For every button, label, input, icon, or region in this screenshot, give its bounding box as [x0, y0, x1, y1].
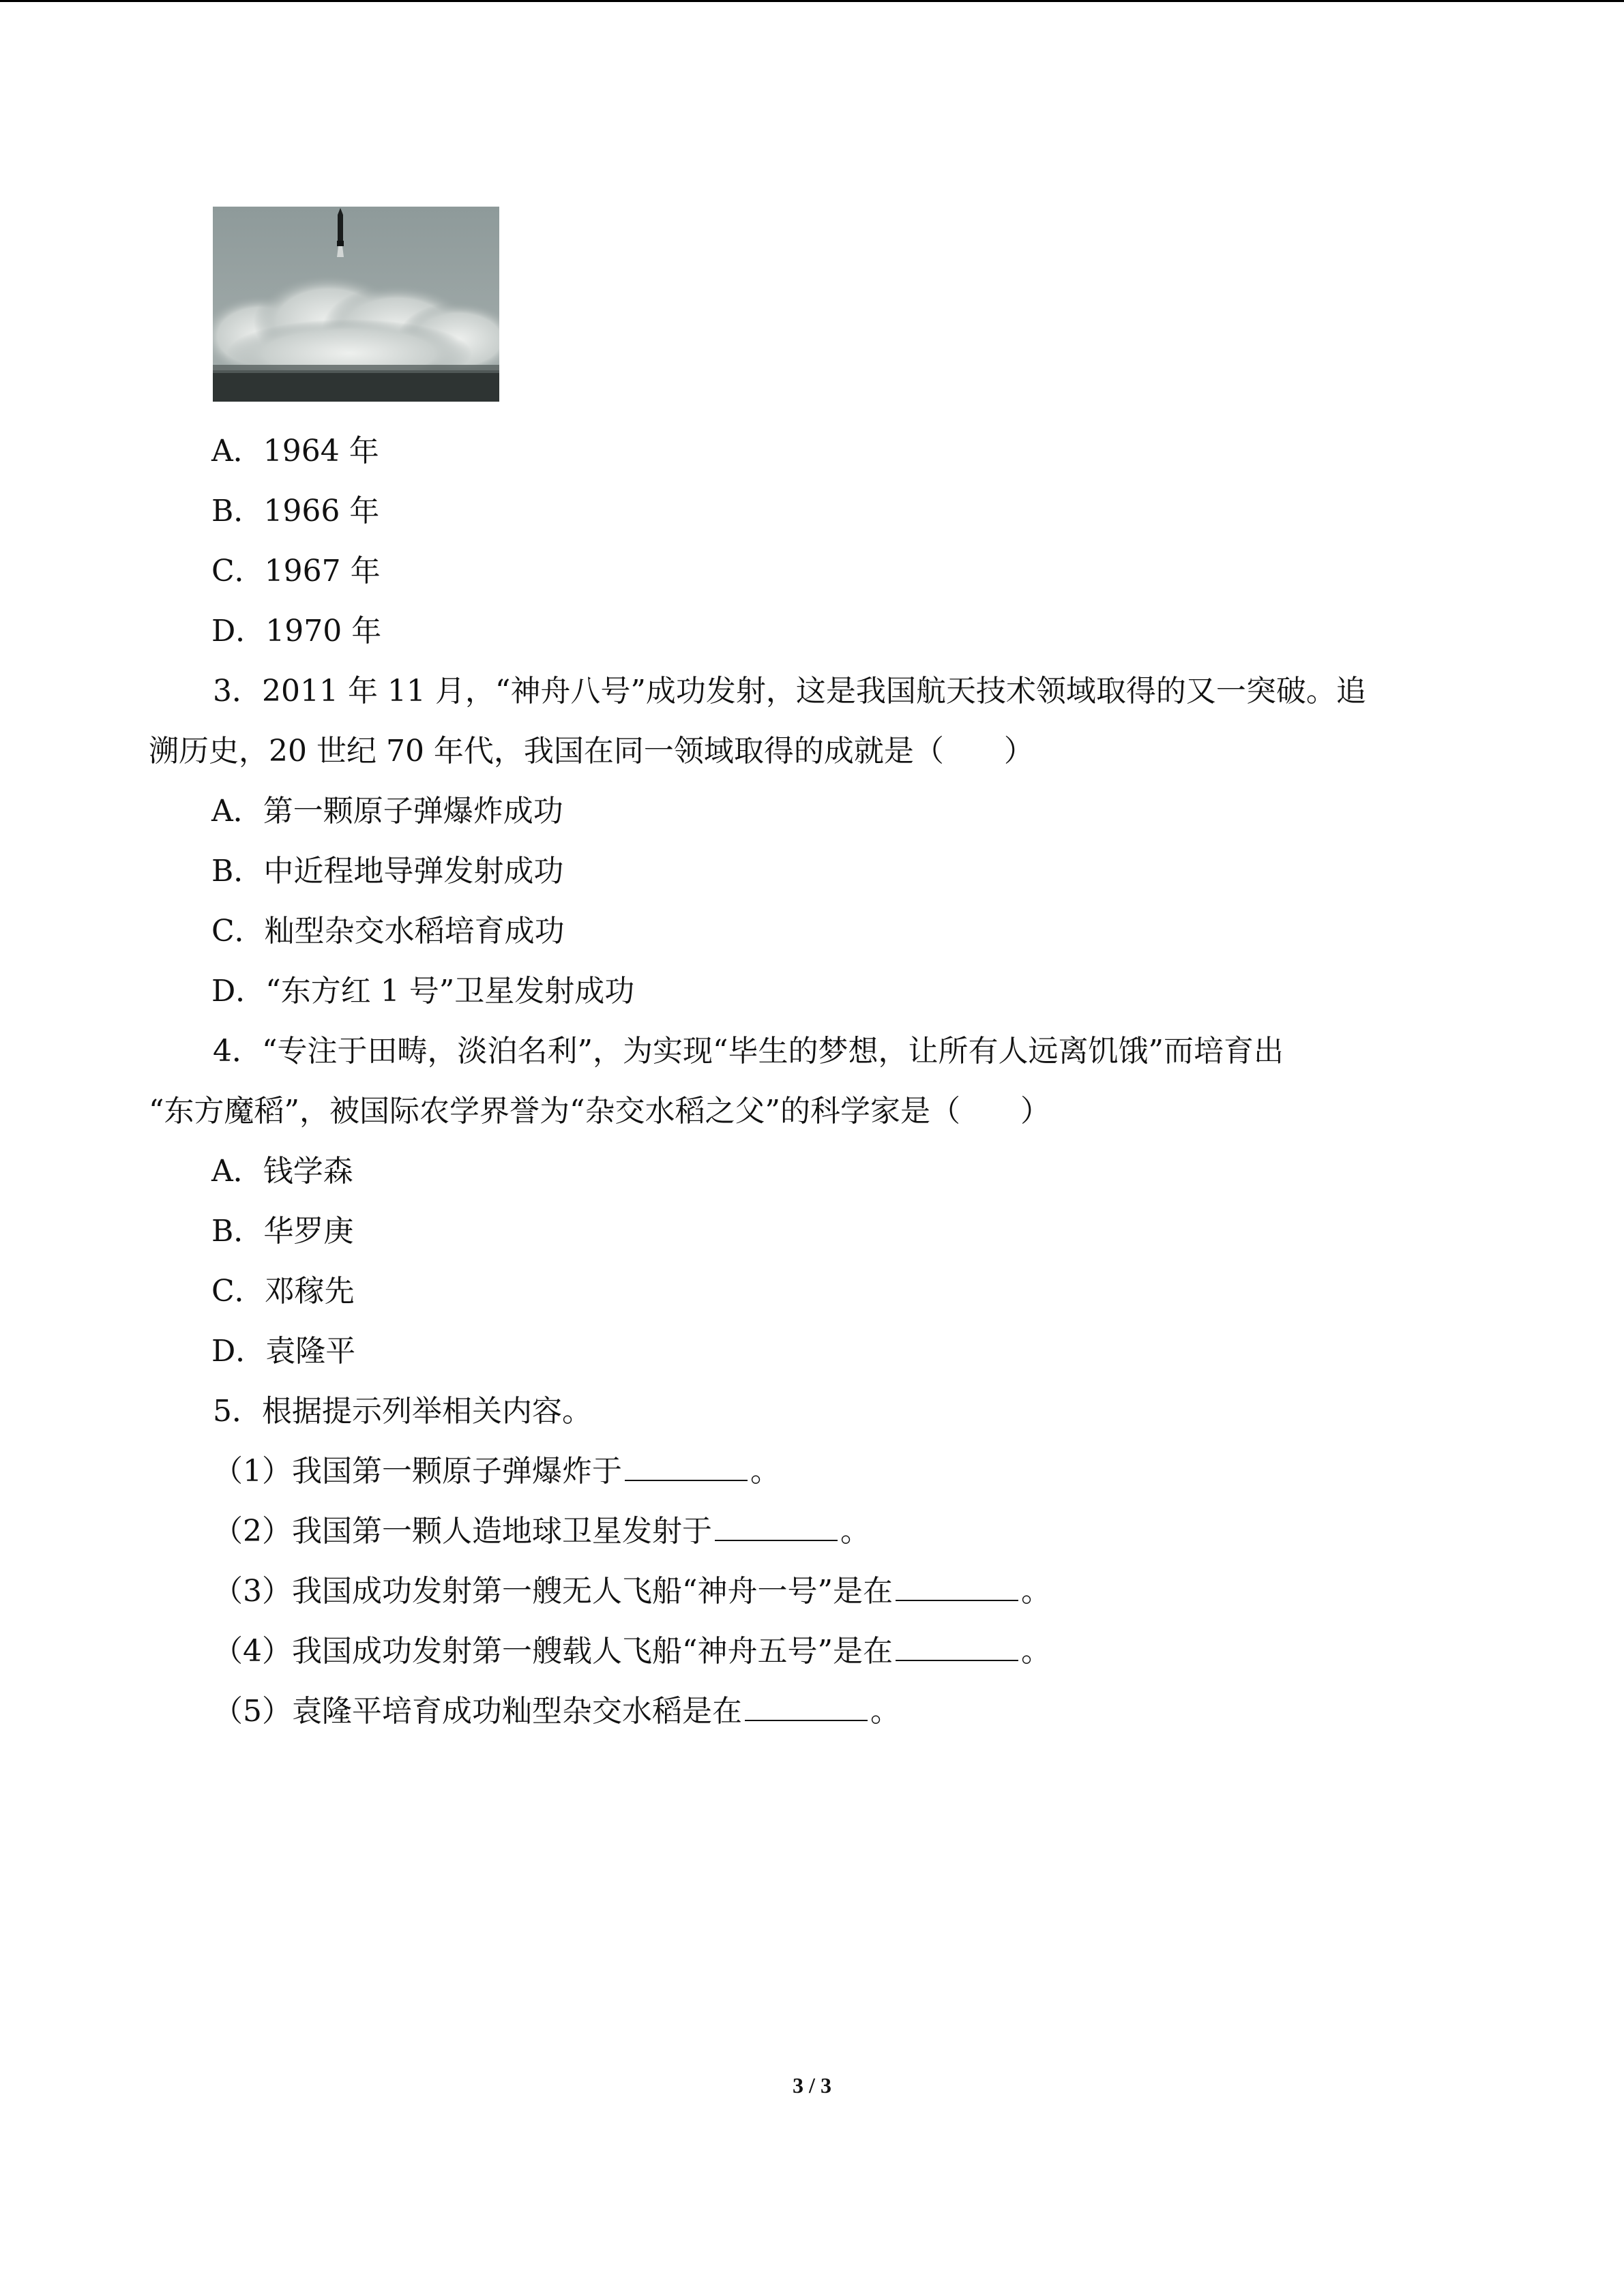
q3-option-d: D．“东方红 1 号”卫星发射成功	[211, 974, 635, 1009]
q5-item-3: （3）我国成功发射第一艘无人飞船“神舟一号”是在 。	[213, 1574, 1051, 1609]
top-rule	[0, 0, 1624, 2]
q2-option-a: A．1964 年	[211, 434, 379, 468]
missile-launch-photo	[213, 207, 499, 402]
q5-item-4: （4）我国成功发射第一艘载人飞船“神舟五号”是在 。	[213, 1634, 1051, 1669]
q4-option-b: B．华罗庚	[211, 1214, 354, 1249]
q2-option-b: B．1966 年	[211, 494, 380, 528]
answer-blank[interactable]	[896, 1572, 1018, 1601]
q2-option-c: C．1967 年	[211, 554, 381, 588]
q5-item-5: （5）袁隆平培育成功籼型杂交水稻是在 。	[213, 1694, 900, 1729]
q3-stem-line1: 3．2011 年 11 月，“神舟八号”成功发射，这是我国航天技术领域取得的又一突破。追	[213, 674, 1366, 709]
q4-option-d: D．袁隆平	[211, 1334, 356, 1369]
answer-blank[interactable]	[625, 1452, 748, 1481]
q4-option-c: C．邓稼先	[211, 1274, 355, 1309]
q5-prompt: 5．根据提示列举相关内容。	[213, 1394, 592, 1429]
answer-blank[interactable]	[715, 1512, 838, 1541]
q3-stem-line2: 溯历史，20 世纪 70 年代，我国在同一领域取得的成就是（ ）	[149, 734, 1034, 769]
q5-item-1: （1）我国第一颗原子弹爆炸于 。	[213, 1454, 780, 1489]
q4-stem-line2: “东方魔稻”，被国际农学界誉为“杂交水稻之父”的科学家是（ ）	[149, 1094, 1050, 1129]
q2-option-d: D．1970 年	[211, 614, 382, 648]
answer-blank[interactable]	[745, 1693, 868, 1721]
answer-blank[interactable]	[896, 1632, 1018, 1661]
q4-stem-line1: 4．“专注于田畴，淡泊名利”，为实现“毕生的梦想，让所有人远离饥饿”而培育出	[213, 1034, 1284, 1069]
q3-option-b: B．中近程地导弹发射成功	[211, 854, 564, 889]
q3-option-c: C．籼型杂交水稻培育成功	[211, 914, 565, 949]
q3-option-a: A．第一颗原子弹爆炸成功	[211, 794, 563, 829]
q4-option-a: A．钱学森	[211, 1154, 353, 1189]
q5-item-2: （2）我国第一颗人造地球卫星发射于 。	[213, 1514, 870, 1549]
page-number: 3 / 3	[793, 2073, 831, 2098]
